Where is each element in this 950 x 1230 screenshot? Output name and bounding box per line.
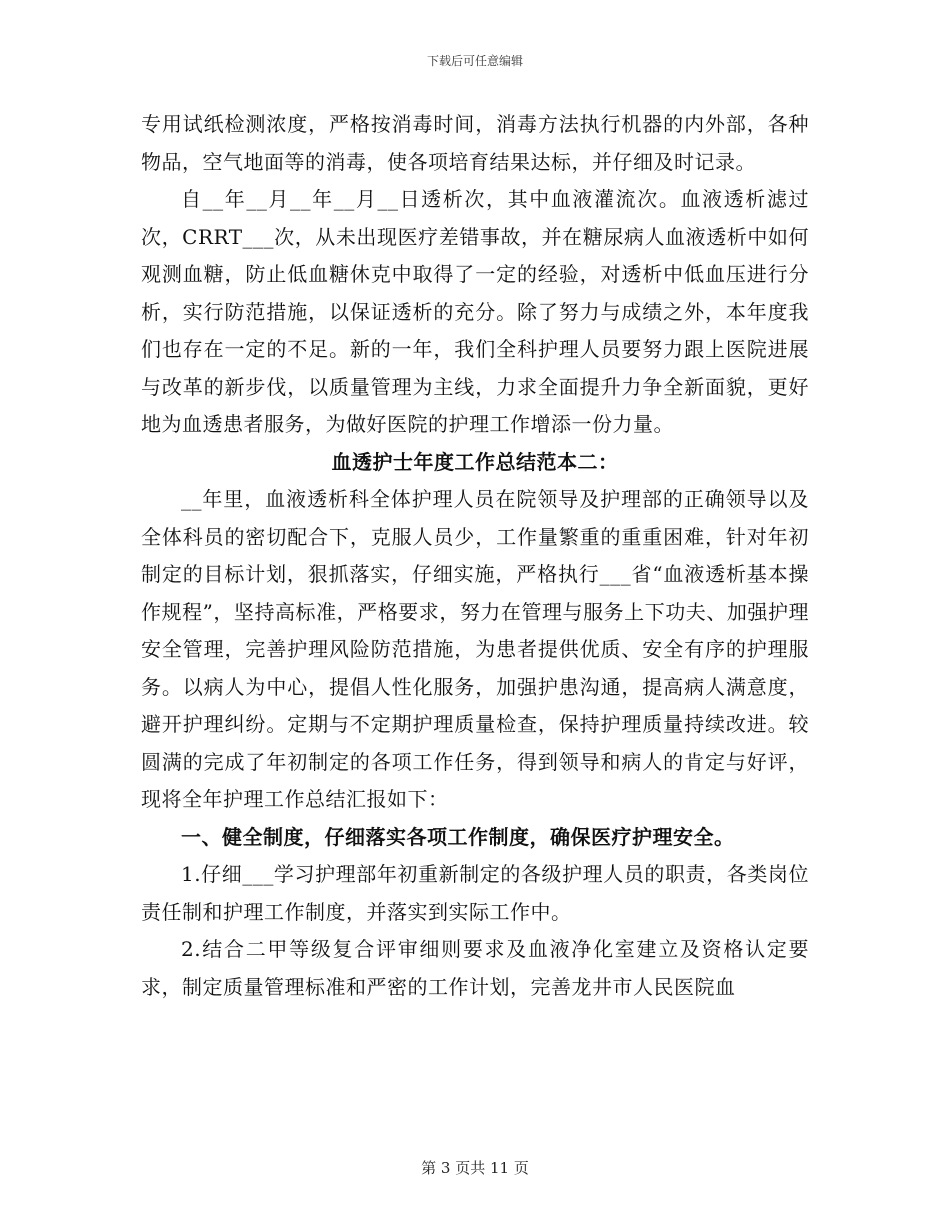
heading-system: 一、健全制度，仔细落实各项工作制度，确保医疗护理安全。 <box>181 824 735 849</box>
list-item-1: 1.仔细___学习护理部年初重新制定的各级护理人员的职责，各类岗位责任制和护理工作制度，并落实到实际工作中。 <box>141 862 809 924</box>
page-footer: 第 3 页共 11 页 <box>421 1159 529 1177</box>
paragraph-dialysis-stats: 自__年__月__年__月__日透析次，其中血液灌流次。血液透析滤过次，CRRT___次，从未出现医疗差错事故，并在糖尿病人血液透析中如何观测血糖，防止低血糖休克中取得了一定的经验，对透析中低血压进行分析，实行防范措施，以保证透析的充分。除了努力与成绩之外，本年度我们也存在一定的不足。新的一年，我们全科护理人员要努力跟上医院进展与改革的新步伐，以质量管理为主线，力求全面提升力争全新面貌，更好地为血透患者服务，为做好医院的护理工作增添一份力量。 <box>141 187 809 436</box>
page-header: 下载后可任意编辑 <box>426 54 523 68</box>
paragraph-annual-summary: __年里，血液透析科全体护理人员在院领导及护理部的正确领导以及全体科员的密切配合下，克服人员少，工作量繁重的重重困难，针对年初制定的目标计划，狠抓落实，仔细实施，严格执行___省“血液透析基本操作规程”，坚持高标准，严格要求，努力在管理与服务上下功夫、加强护理安全管理，完善护理风险防范措施，为患者提供优质、安全有序的护理服务。以病人为中心，提倡人性化服务，加强护患沟通，提高病人满意度，避开护理纠纷。定期与不定期护理质量检查，保持护理质量持续改进。较圆满的完成了年初制定的各项工作任务，得到领导和病人的肯定与好评，现将全年护理工作总结汇报如下： <box>141 487 809 811</box>
list-item-2: 2.结合二甲等级复合评审细则要求及血液净化室建立及资格认定要求，制定质量管理标准和严密的工作计划，完善龙井市人民医院血 <box>141 937 809 999</box>
paragraph-disinfection: 专用试纸检测浓度，严格按消毒时间，消毒方法执行机器的内外部，各种物品，空气地面等的消毒，使各项培育结果达标，并仔细及时记录。 <box>141 112 809 174</box>
section-title: 血透护士年度工作总结范本二： <box>331 449 619 474</box>
document-body <box>141 106 809 1006</box>
